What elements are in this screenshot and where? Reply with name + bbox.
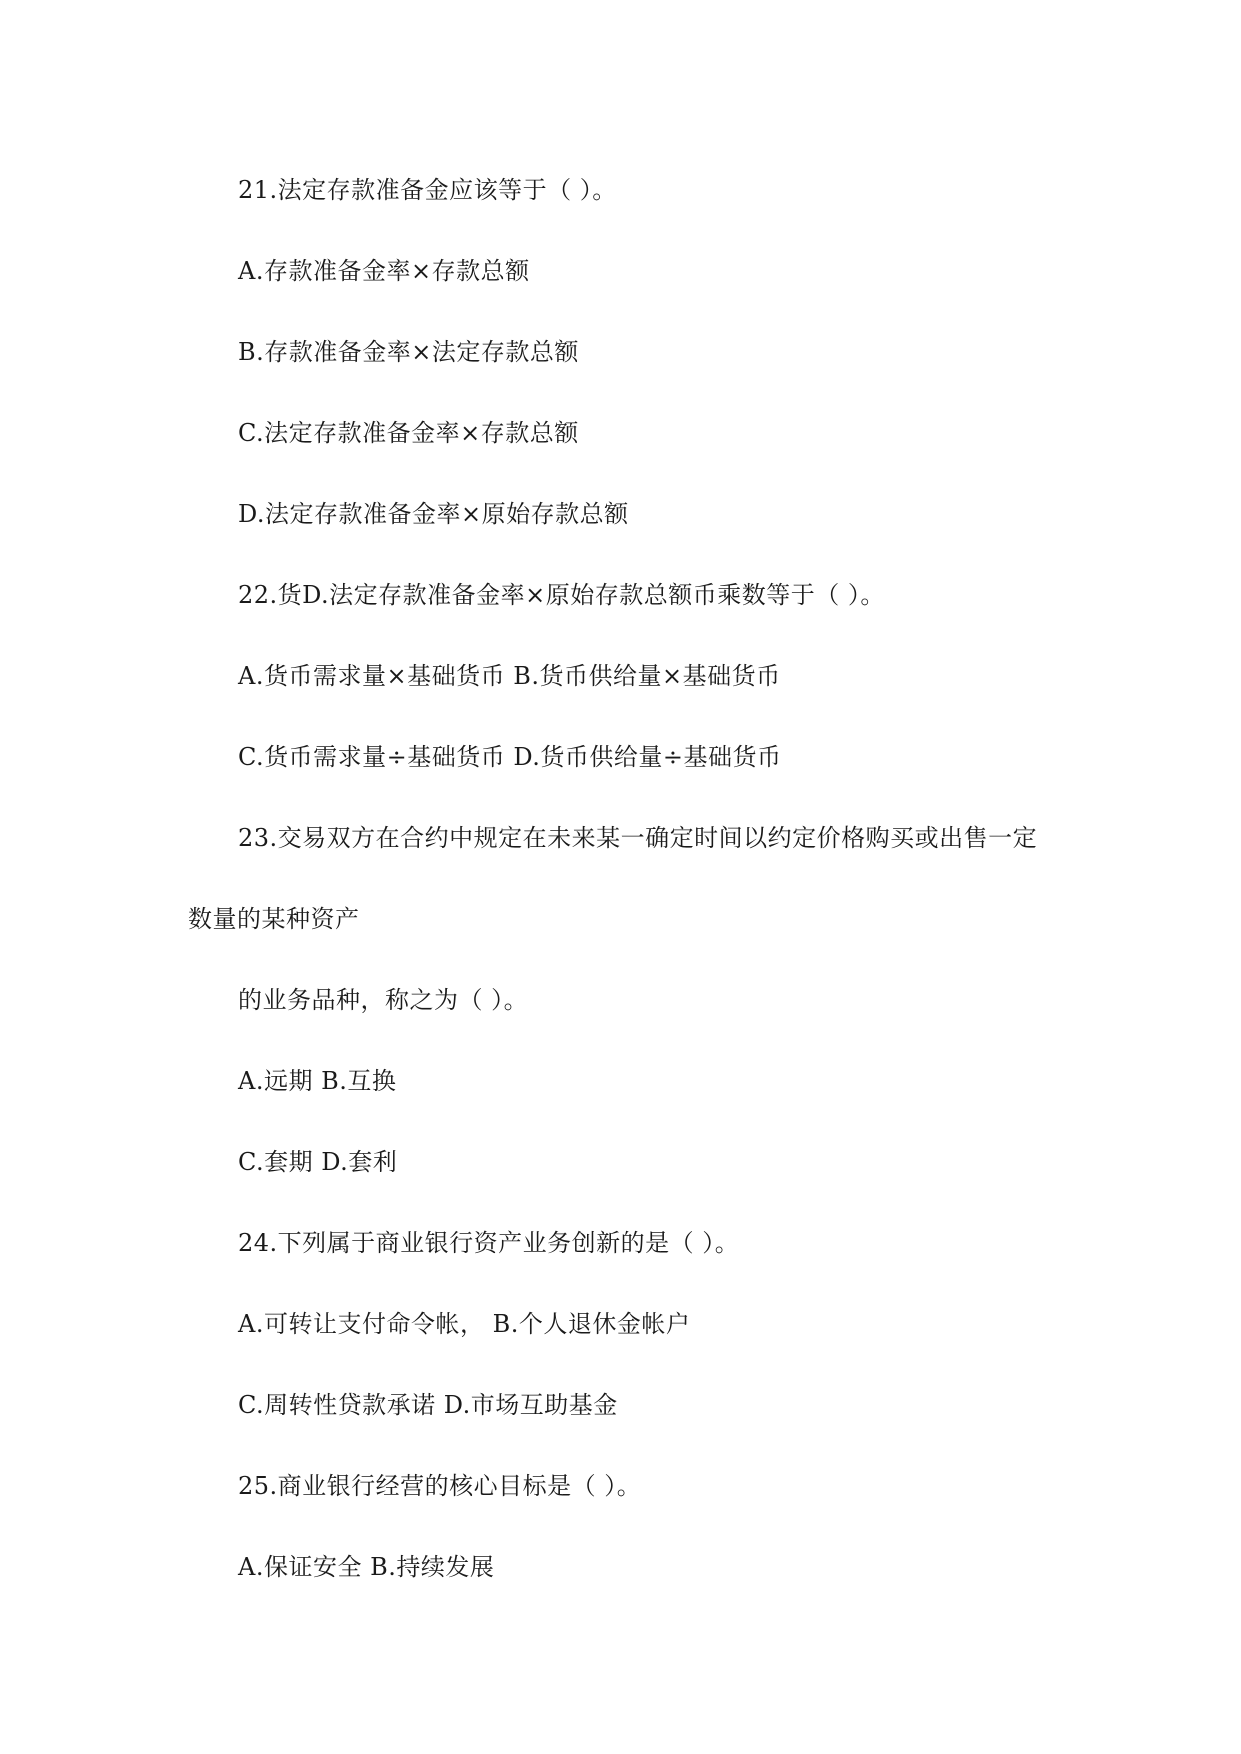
question-22-text: 22.货D.法定存款准备金率×原始存款总额币乘数等于（ ）。 bbox=[238, 581, 885, 609]
question-21-option-a: A.存款准备金率×存款总额 bbox=[238, 257, 530, 285]
question-22-options-ab: A.货币需求量×基础货币 B.货币供给量×基础货币 bbox=[238, 662, 781, 690]
question-23-options-cd: C.套期 D.套利 bbox=[238, 1148, 398, 1176]
question-23-text-line-3: 的业务品种，称之为（ ）。 bbox=[238, 986, 529, 1014]
question-23-text-line-2: 数量的某种资产 bbox=[188, 905, 360, 933]
question-24-options-cd: C.周转性贷款承诺 D.市场互助基金 bbox=[238, 1391, 618, 1419]
question-21-text: 21.法定存款准备金应该等于（ ）。 bbox=[238, 176, 617, 204]
question-25-text: 25.商业银行经营的核心目标是（ ）。 bbox=[238, 1472, 642, 1500]
question-23-text-line-1: 23.交易双方在合约中规定在未来某一确定时间以约定价格购买或出售一定 bbox=[238, 824, 1038, 852]
question-21-option-d: D.法定存款准备金率×原始存款总额 bbox=[238, 500, 629, 528]
question-25-options-ab: A.保证安全 B.持续发展 bbox=[238, 1553, 495, 1581]
question-23-options-ab: A.远期 B.互换 bbox=[238, 1067, 397, 1095]
question-24-text: 24.下列属于商业银行资产业务创新的是（ ）。 bbox=[238, 1229, 740, 1257]
question-21-option-c: C.法定存款准备金率×存款总额 bbox=[238, 419, 579, 447]
question-21-option-b: B.存款准备金率×法定存款总额 bbox=[238, 338, 579, 366]
question-22-options-cd: C.货币需求量÷基础货币 D.货币供给量÷基础货币 bbox=[238, 743, 782, 771]
question-24-options-ab: A.可转让支付命令帐， B.个人退休金帐户 bbox=[238, 1310, 691, 1338]
